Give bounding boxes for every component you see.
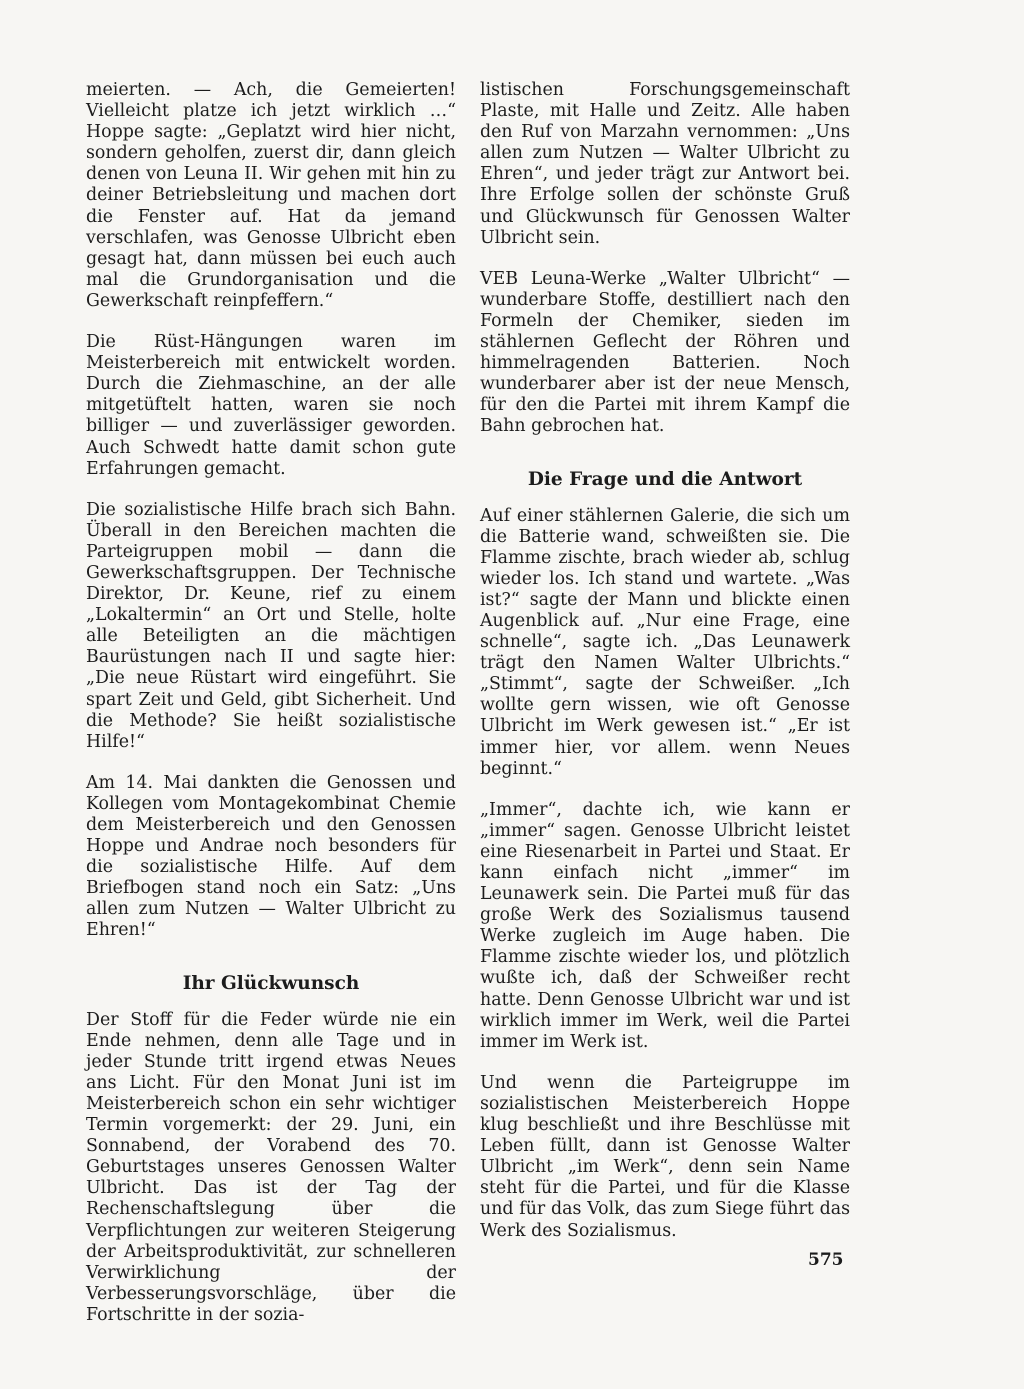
paragraph: Der Stoff für die Feder würde nie ein Ende nehmen, denn alle Tage und in jeder Stunde tritt irgend etwas Neues ans Licht. Für den Monat Juni ist im Meisterbereich schon ein sehr wichtiger Termin vorgemerkt: der 29. Juni, ein Sonnabend, der Vorabend des 70. Geburtstages unseres Genossen Walter Ulbricht. Das ist der Tag der Rechenschaftslegung über die Verpflichtungen zur weiteren Steigerung der Arbeitsproduktivität, zur schnelleren Verwirklichung der Verbesserungsvorschläge, über die Fortschritte in der sozia- [86,1009,456,1325]
paragraph: meierten. — Ach, die Gemeierten! Vielleicht platze ich jetzt wirklich …“ Hoppe sagte: „Geplatzt wird hier nicht, sondern geholfen, zuerst dir, dann gleich denen von Leuna II. Wir gehen mit hin zu deiner Betriebsleitung und machen dort die Fenster auf. Hat da jemand verschlafen, was Genosse Ulbricht eben gesagt hat, dann müssen bei euch auch mal die Grundorganisation und die Gewerkschaft reinpfeffern.“ [86,80,456,311]
paragraph: „Immer“, dachte ich, wie kann er „immer“ sagen. Genosse Ulbricht leistet eine Riesenarbeit in Partei und Staat. Er kann einfach nicht „immer“ im Leunawerk sein. Die Partei muß für das große Werk des Sozialismus tausend Werke zugleich im Auge haben. Die Flamme zischte wieder los, und plötzlich wußte ich, daß der Schweißer recht hatte. Denn Genosse Ulbricht war und ist wirklich immer im Werk, weil die Partei immer im Werk ist. [480,799,850,1052]
paragraph: Auf einer stählernen Galerie, die sich um die Batterie wand, schweißten sie. Die Flamme zischte, brach wieder ab, schlug wieder los. Ich stand und wartete. „Was ist?“ sagte der Mann und blickte einen Augenblick auf. „Nur eine Frage, eine schnelle“, sagte ich. „Das Leunawerk trägt den Namen Walter Ulbrichts.“ „Stimmt“, sagte der Schweißer. „Ich wollte gern wissen, wie oft Genosse Ulbricht im Werk gewesen ist.“ „Er ist immer hier, vor allem. wenn Neues beginnt.“ [480,505,850,779]
paragraph: listischen Forschungsgemeinschaft Plaste, mit Halle und Zeitz. Alle haben den Ruf von Marzahn vernommen: „Uns allen zum Nutzen — Walter Ulbricht zu Ehren“, und jeder trägt zur Antwort bei. Ihre Erfolge sollen der schönste Gruß und Glückwunsch für Genossen Walter Ulbricht sein. [480,80,850,248]
paragraph: VEB Leuna-Werke „Walter Ulbricht“ — wunderbare Stoffe, destilliert nach den Formeln der Chemiker, sieden im stählernen Geflecht der Röhren und himmelragenden Batterien. Noch wunderbarer aber ist der neue Mensch, für den die Partei mit ihrem Kampf die Bahn gebrochen hat. [480,268,850,437]
page-number: 575 [808,1250,844,1270]
right-column [480,80,850,1262]
section-heading: Ihr Glückwunsch [182,972,360,994]
paragraph: Die sozialistische Hilfe brach sich Bahn. Überall in den Bereichen machten die Parteigruppen mobil — dann die Gewerkschaftsgruppen. Der Technische Direktor, Dr. Keune, rief zu einem „Lokaltermin“ an Ort und Stelle, holte alle Beteiligten an die mächtigen Baurüstungen nach II und sagte hier: „Die neue Rüstart wird eingeführt. Sie spart Zeit und Geld, gibt Sicherheit. Und die Methode? Sie heißt sozialistische Hilfe!“ [86,499,456,752]
section-heading: Die Frage und die Antwort [527,468,803,490]
left-column [86,80,456,1346]
paragraph: Und wenn die Parteigruppe im sozialistischen Meisterbereich Hoppe klug beschließt und ihre Beschlüsse mit Leben füllt, dann ist Genosse Walter Ulbricht „im Werk“, denn sein Name steht für die Partei, und für die Klasse und für das Volk, das zum Siege führt das Werk des Sozialismus. [480,1072,850,1241]
paragraph: Die Rüst-Hängungen waren im Meisterbereich mit entwickelt worden. Durch die Ziehmaschine, an der alle mitgetüftelt hatten, waren sie noch billiger — und zuverlässiger geworden. Auch Schwedt hatte damit schon gute Erfahrungen gemacht. [86,332,456,479]
paragraph: Am 14. Mai dankten die Genossen und Kollegen vom Montagekombinat Chemie dem Meisterbereich und den Genossen Hoppe und Andrae noch besonders für die sozialistische Hilfe. Auf dem Briefbogen stand noch ein Satz: „Uns allen zum Nutzen — Walter Ulbricht zu Ehren!“ [86,772,456,941]
